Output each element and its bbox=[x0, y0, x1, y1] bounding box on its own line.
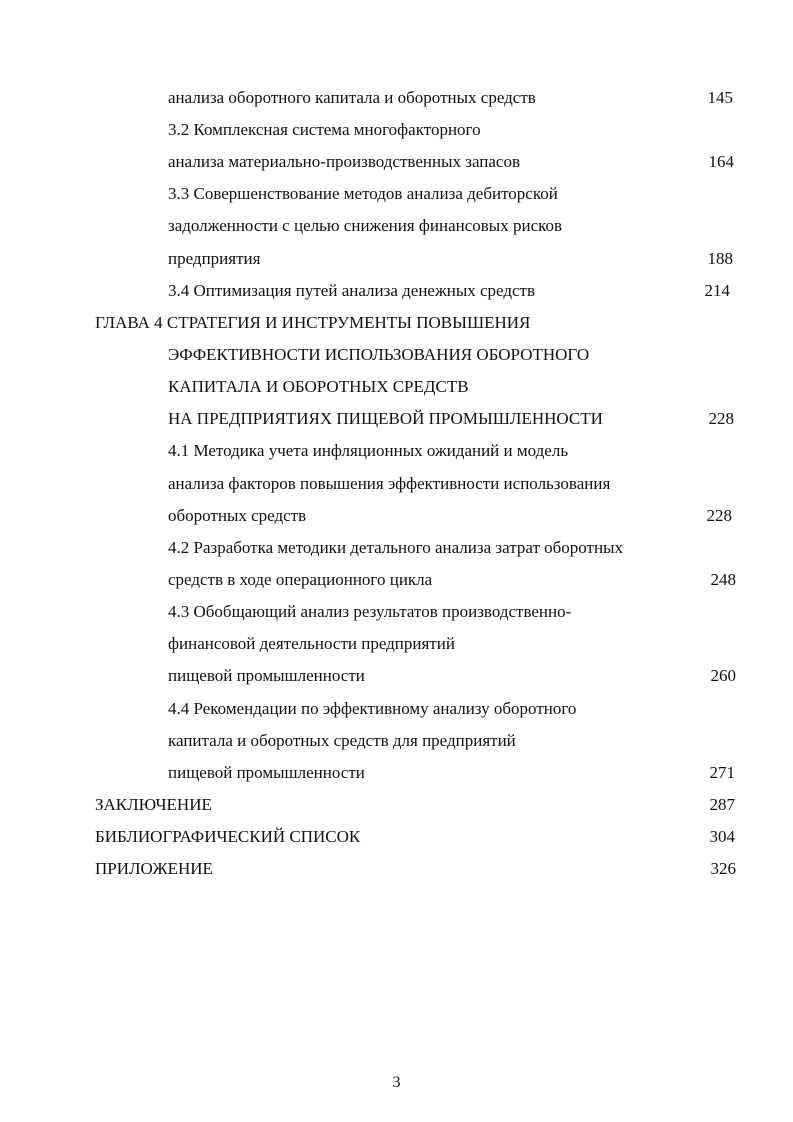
toc-page-number: 228 bbox=[708, 409, 734, 428]
toc-line: оборотных средств bbox=[168, 506, 307, 525]
toc-page-number: 260 bbox=[710, 666, 736, 685]
page-number: 3 bbox=[392, 1074, 401, 1091]
toc-line: анализа факторов повышения эффективности использования bbox=[168, 474, 611, 493]
toc-page-number: 248 bbox=[710, 570, 736, 589]
toc-page-number: 271 bbox=[709, 763, 735, 782]
toc-page-number: 164 bbox=[708, 152, 734, 171]
toc-chapter-heading: КАПИТАЛА И ОБОРОТНЫХ СРЕДСТВ bbox=[168, 377, 469, 396]
toc-section-heading: БИБЛИОГРАФИЧЕСКИЙ СПИСОК bbox=[95, 827, 361, 846]
toc-page-number: 304 bbox=[709, 827, 735, 846]
toc-line: пищевой промышленности bbox=[168, 666, 365, 685]
toc-line: 4.3 Обобщающий анализ результатов производственно- bbox=[168, 602, 572, 621]
toc-chapter-heading: ЭФФЕКТИВНОСТИ ИСПОЛЬЗОВАНИЯ ОБОРОТНОГО bbox=[168, 345, 590, 364]
toc-page-number: 214 bbox=[704, 281, 730, 300]
toc-section-heading: ЗАКЛЮЧЕНИЕ bbox=[95, 795, 212, 814]
toc-section-heading: ПРИЛОЖЕНИЕ bbox=[95, 859, 213, 878]
toc-line: пищевой промышленности bbox=[168, 763, 365, 782]
toc-page-number: 228 bbox=[706, 506, 732, 525]
toc-line: анализа оборотного капитала и оборотных средств bbox=[168, 88, 536, 107]
toc-line: средств в ходе операционного цикла bbox=[168, 570, 433, 589]
toc-line: предприятия bbox=[168, 249, 261, 268]
toc-line: задолженности с целью снижения финансовых рисков bbox=[168, 216, 563, 235]
toc-line: анализа материально-производственных запасов bbox=[168, 152, 520, 171]
toc-page-number: 326 bbox=[710, 859, 736, 878]
toc-line: 3.4 Оптимизация путей анализа денежных средств bbox=[168, 281, 536, 300]
toc-chapter-heading: НА ПРЕДПРИЯТИЯХ ПИЩЕВОЙ ПРОМЫШЛЕННОСТИ bbox=[168, 409, 603, 428]
toc-line: финансовой деятельности предприятий bbox=[168, 634, 455, 653]
toc-chapter-heading: ГЛАВА 4 СТРАТЕГИЯ И ИНСТРУМЕНТЫ ПОВЫШЕНИЯ bbox=[95, 313, 531, 332]
toc-line: 3.3 Совершенствование методов анализа дебиторской bbox=[168, 184, 558, 203]
toc-line: 4.4 Рекомендации по эффективному анализу оборотного bbox=[168, 699, 577, 718]
toc-page-number: 188 bbox=[707, 249, 733, 268]
toc-line: 4.2 Разработка методики детального анализа затрат оборотных bbox=[168, 538, 623, 557]
toc-line: 3.2 Комплексная система многофакторного bbox=[168, 120, 481, 139]
toc-line: капитала и оборотных средств для предприятий bbox=[168, 731, 516, 750]
toc-page-number: 145 bbox=[707, 88, 733, 107]
toc-page-number: 287 bbox=[709, 795, 735, 814]
toc-line: 4.1 Методика учета инфляционных ожиданий и модель bbox=[168, 441, 569, 460]
